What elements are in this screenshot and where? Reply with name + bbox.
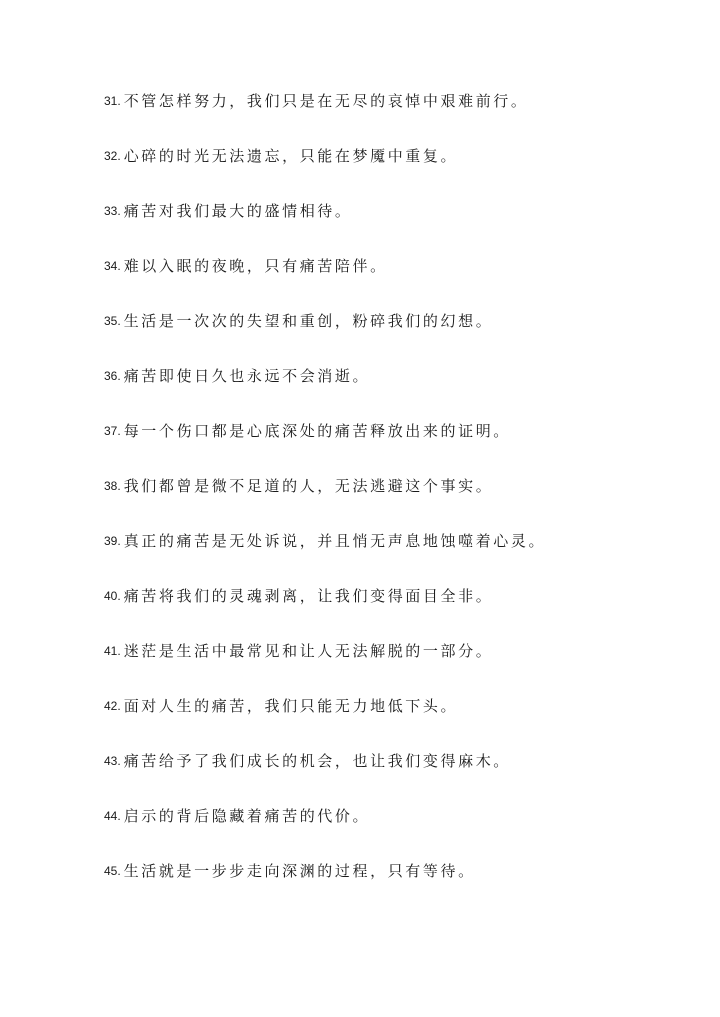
list-item [104, 855, 476, 885]
item-number: 33. [104, 204, 121, 218]
item-text: 痛苦即使日久也永远不会消逝。 [123, 366, 371, 385]
list-item [104, 580, 493, 610]
list-item [104, 250, 388, 280]
item-number: 36. [104, 369, 121, 383]
item-number: 37. [104, 424, 121, 438]
item-text: 面对人生的痛苦，我们只能无力地低下头。 [123, 696, 459, 715]
item-text: 我们都曾是微不足道的人，无法逃避这个事实。 [123, 476, 494, 495]
item-number: 34. [104, 259, 121, 273]
list-item [104, 635, 493, 665]
list-item [104, 195, 353, 225]
item-number: 38. [104, 479, 121, 493]
list-item [104, 415, 511, 445]
item-text: 痛苦对我们最大的盛情相待。 [123, 201, 353, 220]
item-number: 42. [104, 699, 121, 713]
item-text: 心碎的时光无法遗忘，只能在梦魇中重复。 [123, 146, 459, 165]
item-number: 32. [104, 149, 121, 163]
list-item [104, 470, 493, 500]
list-item [104, 140, 458, 170]
item-number: 40. [104, 589, 121, 603]
list-item [104, 360, 370, 390]
item-text: 难以入眠的夜晚，只有痛苦陪伴。 [123, 256, 388, 275]
item-number: 35. [104, 314, 121, 328]
item-text: 迷茫是生活中最常见和让人无法解脱的一部分。 [123, 641, 494, 660]
item-number: 41. [104, 644, 121, 658]
item-number: 44. [104, 809, 121, 823]
item-text: 生活是一次次的失望和重创，粉碎我们的幻想。 [123, 311, 494, 330]
list-item [104, 85, 529, 115]
item-text: 痛苦给予了我们成长的机会，也让我们变得麻木。 [123, 751, 511, 770]
item-text: 生活就是一步步走向深渊的过程，只有等待。 [123, 861, 476, 880]
list-item [104, 745, 511, 775]
item-text: 启示的背后隐藏着痛苦的代价。 [123, 806, 371, 825]
item-text: 真正的痛苦是无处诉说，并且悄无声息地蚀噬着心灵。 [123, 531, 547, 550]
item-number: 45. [104, 864, 121, 878]
item-number: 31. [104, 94, 121, 108]
list-item [104, 305, 493, 335]
list-item [104, 525, 546, 555]
item-number: 43. [104, 754, 121, 768]
list-item [104, 690, 458, 720]
item-text: 痛苦将我们的灵魂剥离，让我们变得面目全非。 [123, 586, 494, 605]
item-number: 39. [104, 534, 121, 548]
item-text: 每一个伤口都是心底深处的痛苦释放出来的证明。 [123, 421, 511, 440]
list-item [104, 800, 370, 830]
item-text: 不管怎样努力，我们只是在无尽的哀悼中艰难前行。 [123, 91, 529, 110]
